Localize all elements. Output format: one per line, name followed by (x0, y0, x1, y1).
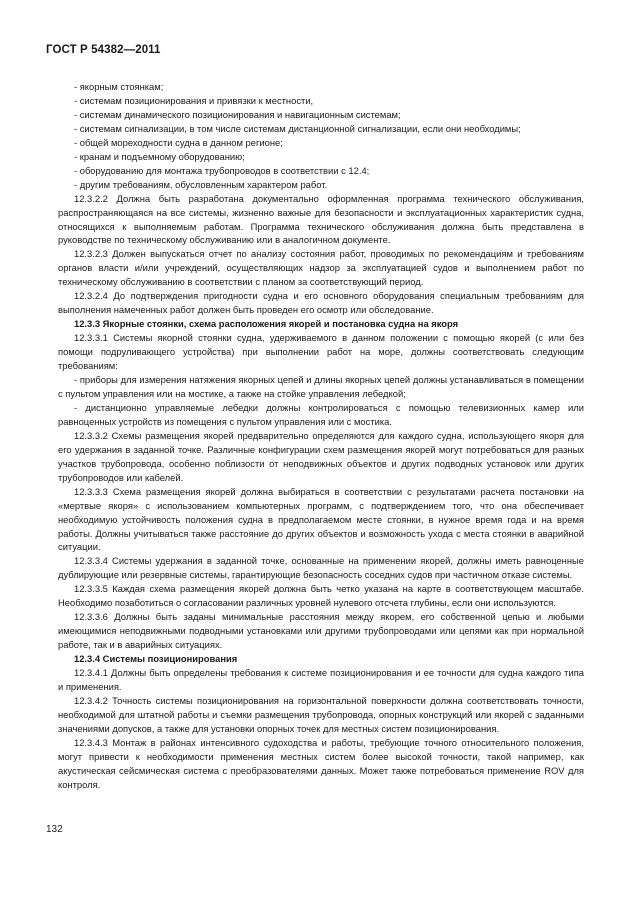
document-body (58, 80, 584, 792)
section-heading-12-3-4: 12.3.4 Системы позиционирования (74, 653, 238, 665)
paragraph-12-3-3-6: 12.3.3.6 Должны быть заданы минимальные расстояния между якорем, его собственной цепью и любыми имеющимися неподвижными подводными установками или другими трубопроводами или цепями как при нормальной работе, так и в аварийных ситуациях. (58, 611, 584, 651)
list-item: - системам сигнализации, в том числе системам дистанционной сигнализации, если они необходимы; (74, 122, 521, 134)
section-heading-12-3-3: 12.3.3 Якорные стоянки, схема расположения якорей и постановка судна на якоря (74, 318, 459, 330)
paragraph-12-3-3-1-a: - приборы для измерения натяжения якорных цепей и длины якорных цепей должны устанавливаться в помещении с пультом управления или на мостике, а также на стойке управления лебедкой; (58, 374, 584, 399)
paragraph-12-3-3-1: 12.3.3.1 Системы якорной стоянки судна, удерживаемого в данном положении с помощью якорей (с или без помощи подруливающего устройства) при выполнении работ на море, должны соответствовать следующим требованиям: (58, 332, 584, 372)
paragraph-12-3-2-2: 12.3.2.2 Должна быть разработана документально оформленная программа технического обслуживания, распространяющаяся на все системы, жизненно важные для безопасности и эксплуатационных характеристик судна, относящихся к выполняемым работам. Программа технического обслуживания должна быть представлена в руководстве по техническому обслуживанию или в аналогичном документе. (58, 192, 584, 246)
paragraph-12-3-3-2: 12.3.3.2 Схемы размещения якорей предварительно определяются для каждого судна, использующего якоря для его удержания в заданной точке. Различные конфигурации схем размещения якорей могут потребоваться для разных участков трубопровода, особенно поблизости от неподвижных объектов и других подводных установок или других трубопроводов или кабелей. (58, 429, 584, 483)
list-item: - кранам и подъемному оборудованию; (74, 150, 245, 162)
paragraph-12-3-2-3: 12.3.2.3 Должен выпускаться отчет по анализу состояния работ, проводимых по рекомендациям и требованиям органов власти и/или учреждений, осуществляющих надзор за эксплуатацией судов и выполнением работ по техническому обслуживанию в соответствии с планом за соответствующий период. (58, 248, 584, 288)
paragraph-12-3-3-1-b: - дистанционно управляемые лебедки должны контролироваться с помощью телевизионных камер или равноценных устройств из помещения с пультом управления или с мостика. (58, 401, 584, 427)
list-item: - якорным стоянкам; (74, 81, 164, 92)
paragraph-12-3-4-1: 12.3.4.1 Должны быть определены требования к системе позиционирования и ее точности для судна каждого типа и применения. (58, 667, 584, 692)
paragraph-12-3-3-4: 12.3.3.4 Системы удержания в заданной точке, основанные на применении якорей, должны иметь равноценные дублирующие или резервные системы, гарантирующие безопасность соседних судов при частичном отказе системы. (58, 555, 584, 581)
list-item: - оборудованию для монтажа трубопроводов в соответствии с 12.4; (74, 164, 370, 176)
page-number: 132 (46, 824, 63, 835)
list-item: - системам динамического позиционирования и навигационным системам; (74, 108, 401, 120)
paragraph-12-3-3-3: 12.3.3.3 Схема размещения якорей должна выбираться в соответствии с результатами расчета постановки на «мертвые якоря» с использованием компьютерных программ, с подтверждением того, что она обеспечивает необходимую устойчивость положения судна в предполагаемом месте стоянки, в нужное время года и на время работы. Должны учитываться также расстояние до других объектов и возможность ухода с места стоянки в аварийной ситуации. (58, 485, 584, 553)
paragraph-12-3-3-5: 12.3.3.5 Каждая схема размещения якорей должна быть четко указана на карте в соответствующем масштабе. Необходимо позаботиться о согласовании различных уровней нулевого отсчета глубины, если они используются. (58, 583, 584, 609)
standard-header: ГОСТ Р 54382—2011 (46, 44, 161, 56)
paragraph-12-3-4-3: 12.3.4.3 Монтаж в районах интенсивного судоходства и работы, требующие точного относительного положения, могут привести к необходимости применения местных систем более высокой точности, такой например, как акустическая сейсмическая система с преобразователями данных. Может также потребоваться применение ROV для контроля. (58, 736, 584, 790)
list-item: - другим требованиям, обусловленным характером работ. (74, 178, 328, 190)
list-item: - общей мореходности судна в данном регионе; (74, 136, 283, 148)
list-item: - системам позиционирования и привязки к местности, (74, 94, 314, 106)
paragraph-12-3-4-2: 12.3.4.2 Точность системы позиционирования на горизонтальной поверхности должна соответствовать точности, необходимой для штатной работы и съемки размещения трубопровода, опорных конструкций или якорей с заданными значениями допусков, а также для установки опорных точек для местных систем позиционирования. (58, 694, 584, 734)
paragraph-12-3-2-4: 12.3.2.4 До подтверждения пригодности судна и его основного оборудования специальным требованиям для выполнения намеченных работ должен быть проведен его осмотр или обследование. (58, 290, 584, 316)
